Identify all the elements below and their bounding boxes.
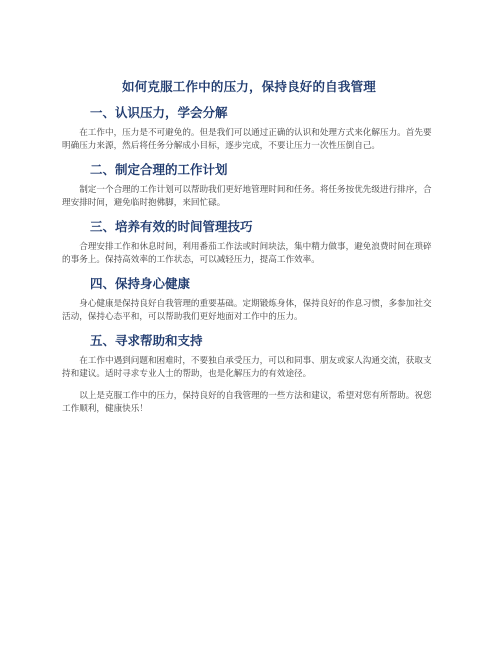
section-2 [62,161,436,210]
section-1 [62,104,436,153]
section-paragraph: 在工作中，压力是不可避免的。但是我们可以通过正确的认识和处理方式来化解压力。首先要明确压力来源，然后将任务分解成小目标，逐步完成，不要让压力一次性压倒自己。 [62,128,432,151]
section-heading: 一、认识压力，学会分解 [90,105,228,120]
section-paragraph: 在工作中遇到问题和困难时，不要独自承受压力，可以和同事、朋友或家人沟通交流，获取支持和建议。适时寻求专业人士的帮助，也是化解压力的有效途径。 [62,356,432,379]
document-page [62,78,436,416]
section-heading: 三、培养有效的时间管理技巧 [90,219,253,234]
section-paragraph: 制定一个合理的工作计划可以帮助我们更好地管理时间和任务。将任务按优先级进行排序，合理安排时间，避免临时抱佛脚，来回忙碌。 [62,185,432,208]
section-3 [62,218,436,267]
section-5 [62,332,436,381]
closing-paragraph: 以上是克服工作中的压力，保持良好的自我管理的一些方法和建议，希望对您有所帮助。祝您工作顺利，健康快乐！ [62,391,432,414]
document-title: 如何克服工作中的压力，保持良好的自我管理 [121,79,376,94]
section-4 [62,275,436,324]
section-paragraph: 合理安排工作和休息时间，利用番茄工作法或时间块法，集中精力做事，避免浪费时间在琐碎的事务上。保持高效率的工作状态，可以减轻压力，提高工作效率。 [62,242,432,265]
section-heading: 五、寻求帮助和支持 [90,333,203,348]
section-heading: 四、保持身心健康 [90,276,191,291]
section-heading: 二、制定合理的工作计划 [90,162,228,177]
section-paragraph: 身心健康是保持良好自我管理的重要基础。定期锻炼身体，保持良好的作息习惯，多参加社交活动，保持心态平和，可以帮助我们更好地面对工作中的压力。 [62,299,432,322]
